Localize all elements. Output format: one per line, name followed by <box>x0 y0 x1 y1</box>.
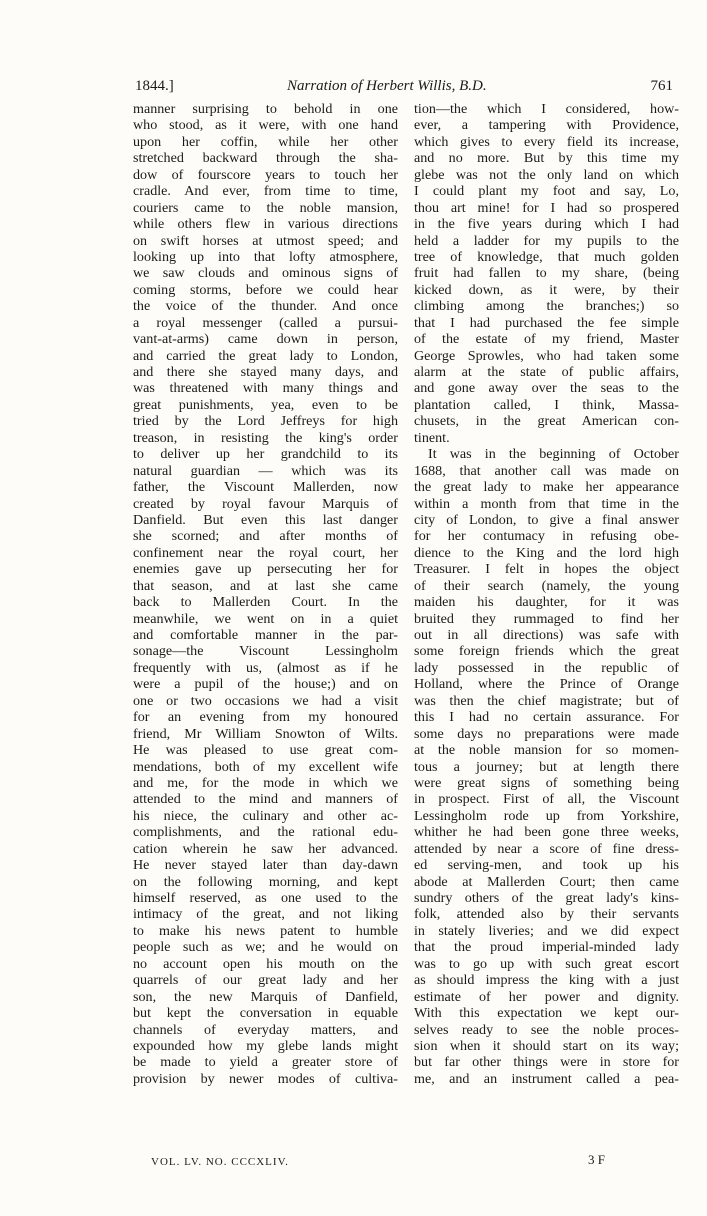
document-page <box>133 75 681 1168</box>
text-line: Danfield. But even this last danger <box>133 511 398 528</box>
text-line: city of London, to give a final answer <box>414 511 679 528</box>
text-line: coming storms, before we could hear <box>133 281 398 298</box>
text-line: the voice of the thunder. And once <box>133 298 398 315</box>
text-line: tion—the which I considered, how- <box>414 101 679 117</box>
text-line: tried by the Lord Jeffreys for high <box>133 413 398 430</box>
text-line: sion when it should start on its way; <box>414 1037 679 1054</box>
text-line: at the noble mansion for so momen- <box>414 742 679 759</box>
text-line: stretched backward through the sha- <box>133 150 398 167</box>
text-line: we saw clouds and ominous signs of <box>133 265 398 282</box>
text-line: one or two occasions we had a visit <box>133 692 398 709</box>
text-line: and gone away over the seas to the <box>414 380 679 397</box>
text-line: was threatened with many things and <box>133 380 398 397</box>
text-line: vant-at-arms) came down in person, <box>133 331 398 348</box>
text-line: was to go up with such great escort <box>414 955 679 972</box>
text-line: meanwhile, we went on in a quiet <box>133 610 398 627</box>
text-line: glebe was not the only land on which <box>414 166 679 183</box>
text-line: she scorned; and after months of <box>133 528 398 545</box>
text-line: thou art mine! for I had so prospered <box>414 199 679 216</box>
text-line: son, the new Marquis of Danfield, <box>133 988 398 1005</box>
text-line: couriers came to the noble mansion, <box>133 199 398 216</box>
text-line: but kept the conversation in equable <box>133 1005 398 1022</box>
text-line: father, the Viscount Mallerden, now <box>133 479 398 496</box>
text-line: was then the chief magistrate; but of <box>414 692 679 709</box>
text-line: to make his news patent to humble <box>133 922 398 939</box>
text-line: He never stayed later than day-dawn <box>133 857 398 874</box>
text-line: that I had purchased the fee simple <box>414 314 679 331</box>
volume-signature: VOL. LV. NO. CCCXLIV. <box>151 1156 289 1168</box>
text-line: the great lady to make her appearance <box>414 479 679 496</box>
text-line: out in all directions) was safe with <box>414 627 679 643</box>
text-line: which gives to every field its increase, <box>414 133 679 150</box>
text-line: cation wherein he saw her advanced. <box>133 840 398 857</box>
text-line: quarrels of our great lady and her <box>133 972 398 989</box>
text-line: and no more. But by this time my <box>414 150 679 167</box>
text-line: and me, for the mode in which we <box>133 774 398 791</box>
text-line: were great signs of something being <box>414 774 679 791</box>
text-line: treason, in resisting the king's order <box>133 429 398 446</box>
text-line: climbing among the branches;) so <box>414 298 679 315</box>
text-line: and there she stayed many days, and <box>133 364 398 380</box>
text-line: dience to the King and the lord high <box>414 544 679 561</box>
text-line: He was pleased to use great com- <box>133 742 398 759</box>
text-line: looking up into that lofty atmosphere, <box>133 248 398 265</box>
text-line: whither he had been gone three weeks, <box>414 824 679 841</box>
text-line: people such as we; and he would on <box>133 939 398 956</box>
text-line: that the proud imperial-minded lady <box>414 939 679 956</box>
text-line: alarm at the state of public affairs, <box>414 364 679 380</box>
text-line: who stood, as it were, with one hand <box>133 117 398 134</box>
text-line: me, and an instrument called a pea- <box>414 1070 679 1087</box>
text-line: dow of fourscore years to touch her <box>133 166 398 183</box>
text-line: friend, Mr William Snowton of Wilts. <box>133 725 398 742</box>
text-line: for her contumacy in refusing obe- <box>414 528 679 545</box>
text-line: within a month from that time in the <box>414 495 679 512</box>
text-line: tinent. <box>414 429 450 446</box>
text-line: It was in the beginning of October <box>428 446 679 463</box>
text-line: as should impress the king with a just <box>414 972 679 989</box>
text-line: folk, attended also by their servants <box>414 906 679 923</box>
text-line: his niece, the culinary and other ac- <box>133 807 398 824</box>
sheet-mark: 3 F <box>588 1152 605 1167</box>
text-line: upon her coffin, while her other <box>133 133 398 150</box>
text-line: natural guardian — which was its <box>133 462 398 479</box>
text-line: confinement near the royal court, her <box>133 544 398 561</box>
text-line: tous a journey; but at length there <box>414 758 679 775</box>
text-line: expounded how my glebe lands might <box>133 1037 398 1054</box>
text-line: enemies gave up persecuting her for <box>133 561 398 578</box>
text-line: of their search (namely, the young <box>414 577 679 594</box>
text-line: and comfortable manner in the par- <box>133 627 398 643</box>
text-line: 1688, that another call was made on <box>414 462 679 479</box>
text-line: Treasurer. I felt in hopes the object <box>414 561 679 578</box>
page-number: 761 <box>650 78 673 94</box>
text-line: no account open his mouth on the <box>133 955 398 972</box>
header-title: Narration of Herbert Willis, B.D. <box>287 78 487 94</box>
text-line: sundry others of the great lady's kins- <box>414 890 679 906</box>
text-line: be made to yield a greater store of <box>133 1054 398 1071</box>
text-line: of the estate of my friend, Master <box>414 331 679 348</box>
text-line: to deliver up her grandchild to its <box>133 446 398 463</box>
text-line: frequently with us, (almost as if he <box>133 659 398 676</box>
text-line: bruited they rummaged to find her <box>414 610 679 627</box>
right-column <box>414 101 679 1087</box>
text-line: plantation called, I think, Massa- <box>414 396 679 413</box>
text-line: in the five years during which I had <box>414 216 679 233</box>
text-line: mendations, both of my excellent wife <box>133 758 398 775</box>
text-line: and carried the great lady to London, <box>133 347 398 364</box>
text-line: some days no preparations were made <box>414 725 679 742</box>
text-line: fruit had fallen to my share, (being <box>414 265 679 282</box>
text-line: for an evening from my honoured <box>133 709 398 726</box>
text-line: George Sprowles, who had taken some <box>414 347 679 364</box>
text-line: lady possessed in the republic of <box>414 659 679 676</box>
left-column <box>133 101 398 1087</box>
text-line: that season, and at last she came <box>133 577 398 594</box>
text-line: intimacy of the great, and not liking <box>133 906 398 923</box>
text-line: With this expectation we kept our- <box>414 1005 679 1022</box>
text-line: Lessingholm rode up from Yorkshire, <box>414 807 679 824</box>
text-line: great punishments, yea, even to be <box>133 396 398 413</box>
text-line: attended to the mind and manners of <box>133 791 398 808</box>
text-line: held a ladder for my pupils to the <box>414 232 679 249</box>
text-line: chusets, in the great American con- <box>414 413 679 430</box>
text-line: himself reserved, as one used to the <box>133 890 398 906</box>
text-line: maiden his daughter, for it was <box>414 594 679 611</box>
running-head <box>133 75 681 97</box>
text-line: manner surprising to behold in one <box>133 101 398 117</box>
header-year: 1844.] <box>135 78 174 94</box>
text-line: provision by newer modes of cultiva- <box>133 1070 398 1087</box>
text-line: sonage—the Viscount Lessingholm <box>133 643 398 660</box>
text-line: I could plant my foot and say, Lo, <box>414 183 679 200</box>
text-line: Holland, where the Prince of Orange <box>414 676 679 693</box>
text-line: channels of everyday matters, and <box>133 1021 398 1038</box>
text-line: ever, a tampering with Providence, <box>414 117 679 134</box>
text-line: on swift horses at utmost speed; and <box>133 232 398 249</box>
text-line: some foreign friends which the great <box>414 643 679 660</box>
text-line: kicked down, as it were, by their <box>414 281 679 298</box>
text-line: back to Mallerden Court. In the <box>133 594 398 611</box>
page-footer <box>133 1152 681 1174</box>
text-line: a royal messenger (called a pursui- <box>133 314 398 331</box>
text-line: in prospect. First of all, the Viscount <box>414 791 679 808</box>
text-line: but far other things were in store for <box>414 1054 679 1071</box>
text-line: while others flew in various directions <box>133 216 398 233</box>
text-line: on the following morning, and kept <box>133 873 398 890</box>
text-line: this I had no certain assurance. For <box>414 709 679 726</box>
text-line: abode at Mallerden Court; then came <box>414 873 679 890</box>
text-line: ed serving-men, and took up his <box>414 857 679 874</box>
text-line: were a pupil of the house;) and on <box>133 676 398 693</box>
text-line: selves ready to see the noble proces- <box>414 1021 679 1038</box>
text-line: cradle. And ever, from time to time, <box>133 183 398 200</box>
text-line: complishments, and the rational edu- <box>133 824 398 841</box>
text-line: in stately liveries; and we did expect <box>414 922 679 939</box>
text-line: tree of knowledge, that much golden <box>414 248 679 265</box>
text-line: attended by near a score of fine dress- <box>414 840 679 857</box>
text-line: estimate of her power and dignity. <box>414 988 679 1005</box>
text-line: created by royal favour Marquis of <box>133 495 398 512</box>
